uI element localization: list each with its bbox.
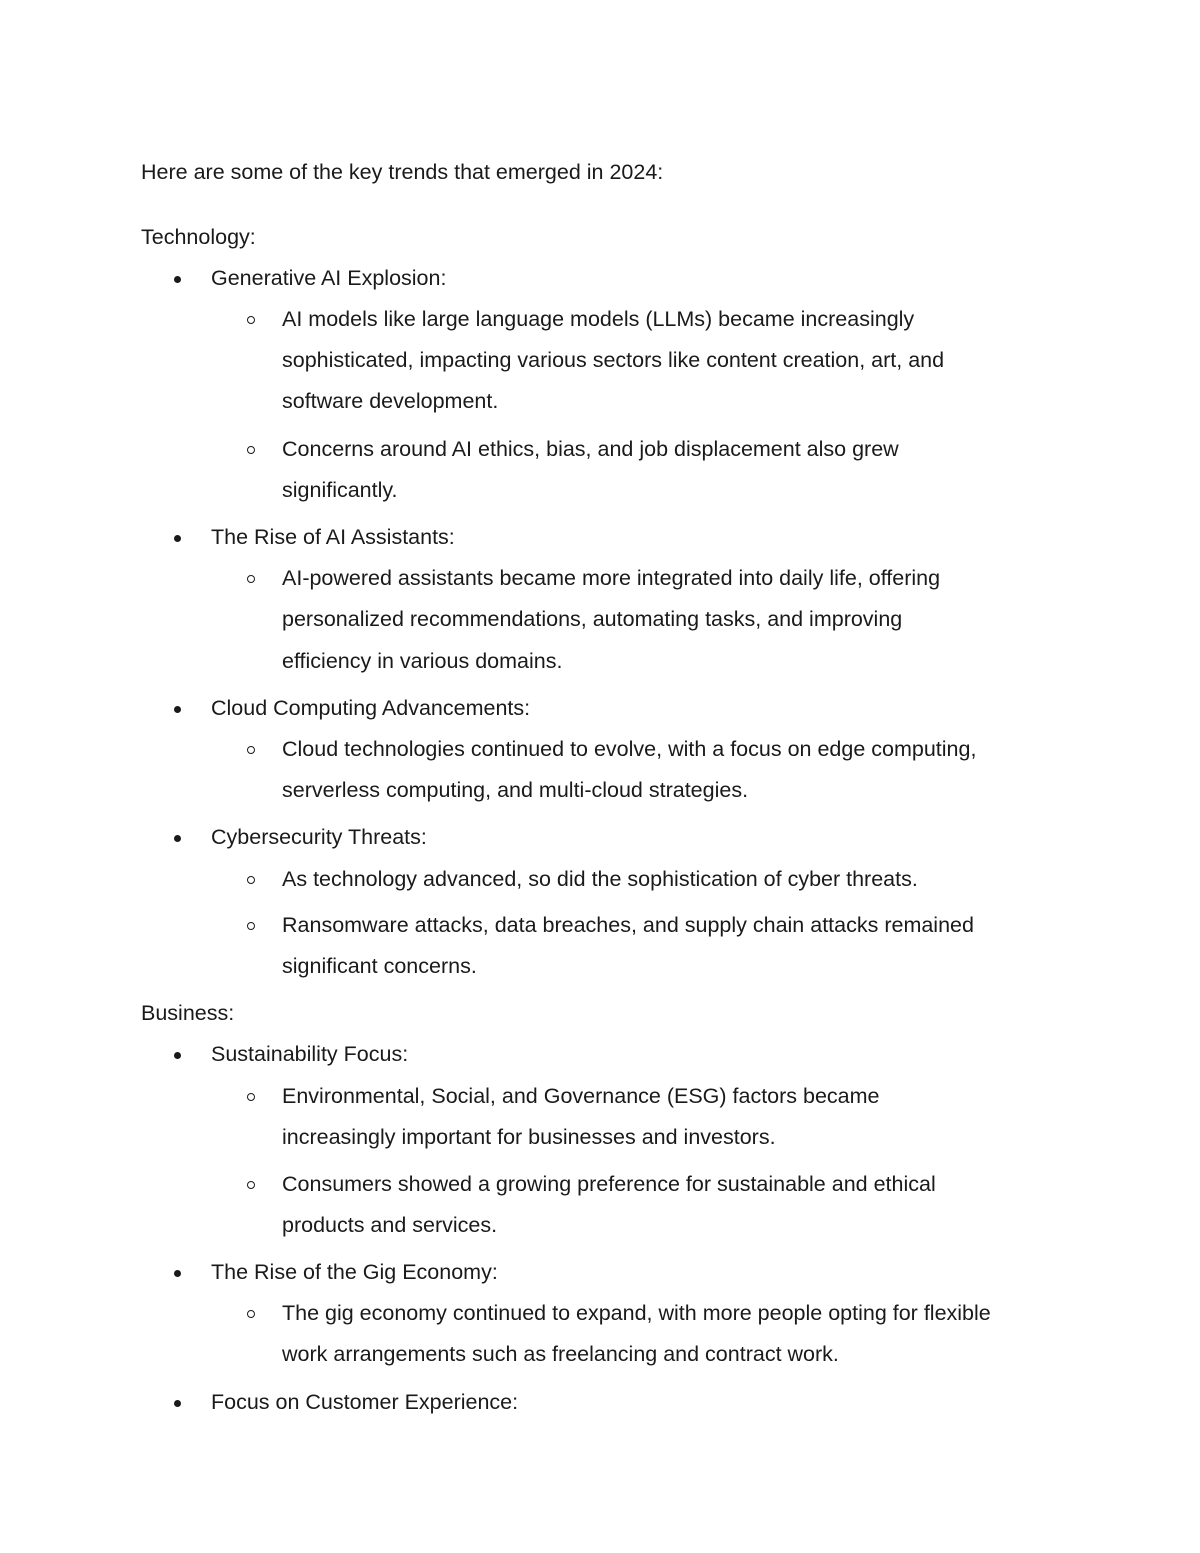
- list-item-title: Cloud Computing Advancements:: [211, 696, 531, 720]
- sub-bullet-icon: [247, 575, 255, 583]
- sub-item-line: As technology advanced, so did the sophistication of cyber threats.: [282, 867, 918, 891]
- sub-bullet-icon: [247, 316, 255, 324]
- sub-item-line: efficiency in various domains.: [282, 649, 563, 673]
- bullet-icon: [174, 1270, 181, 1277]
- bullet-icon: [174, 535, 181, 542]
- sub-item-line: AI-powered assistants became more integrated into daily life, offering: [282, 566, 941, 590]
- sub-item-line: serverless computing, and multi-cloud strategies.: [282, 778, 749, 802]
- sub-item-line: significantly.: [282, 478, 398, 502]
- sub-item-line: sophisticated, impacting various sectors like content creation, art, and: [282, 348, 945, 372]
- bullet-icon: [174, 706, 181, 713]
- list-item-title: Focus on Customer Experience:: [211, 1390, 519, 1414]
- sub-item-line: Environmental, Social, and Governance (ESG) factors became: [282, 1084, 880, 1108]
- sub-item-line: Concerns around AI ethics, bias, and job displacement also grew: [282, 437, 899, 461]
- sub-item-line: products and services.: [282, 1213, 498, 1237]
- sub-item-line: AI models like large language models (LLMs) became increasingly: [282, 307, 915, 331]
- sub-bullet-icon: [247, 922, 255, 930]
- sub-item-line: Ransomware attacks, data breaches, and supply chain attacks remained: [282, 913, 974, 937]
- bullet-icon: [174, 1052, 181, 1059]
- sub-bullet-icon: [247, 1310, 255, 1318]
- sub-item-line: The gig economy continued to expand, with more people opting for flexible: [282, 1301, 991, 1325]
- bullet-icon: [174, 1400, 181, 1407]
- list-item-title: Cybersecurity Threats:: [211, 825, 427, 849]
- sub-bullet-icon: [247, 1093, 255, 1101]
- sub-item-line: increasingly important for businesses and investors.: [282, 1125, 776, 1149]
- sub-item-line: Cloud technologies continued to evolve, with a focus on edge computing,: [282, 737, 977, 761]
- section-heading-business: Business:: [141, 1001, 235, 1025]
- list-item-title: Sustainability Focus:: [211, 1042, 409, 1066]
- sub-bullet-icon: [247, 746, 255, 754]
- sub-bullet-icon: [247, 1181, 255, 1189]
- section-heading-technology: Technology:: [141, 225, 256, 249]
- bullet-icon: [174, 835, 181, 842]
- intro-text: Here are some of the key trends that emerged in 2024:: [141, 160, 664, 184]
- sub-item-line: significant concerns.: [282, 954, 477, 978]
- sub-bullet-icon: [247, 876, 255, 884]
- bullet-icon: [174, 276, 181, 283]
- sub-item-line: Consumers showed a growing preference for sustainable and ethical: [282, 1172, 936, 1196]
- sub-item-line: personalized recommendations, automating tasks, and improving: [282, 607, 903, 631]
- sub-item-line: software development.: [282, 389, 499, 413]
- sub-bullet-icon: [247, 446, 255, 454]
- list-item-title: The Rise of AI Assistants:: [211, 525, 455, 549]
- list-item-title: The Rise of the Gig Economy:: [211, 1260, 498, 1284]
- list-item-title: Generative AI Explosion:: [211, 266, 447, 290]
- sub-item-line: work arrangements such as freelancing and contract work.: [282, 1342, 839, 1366]
